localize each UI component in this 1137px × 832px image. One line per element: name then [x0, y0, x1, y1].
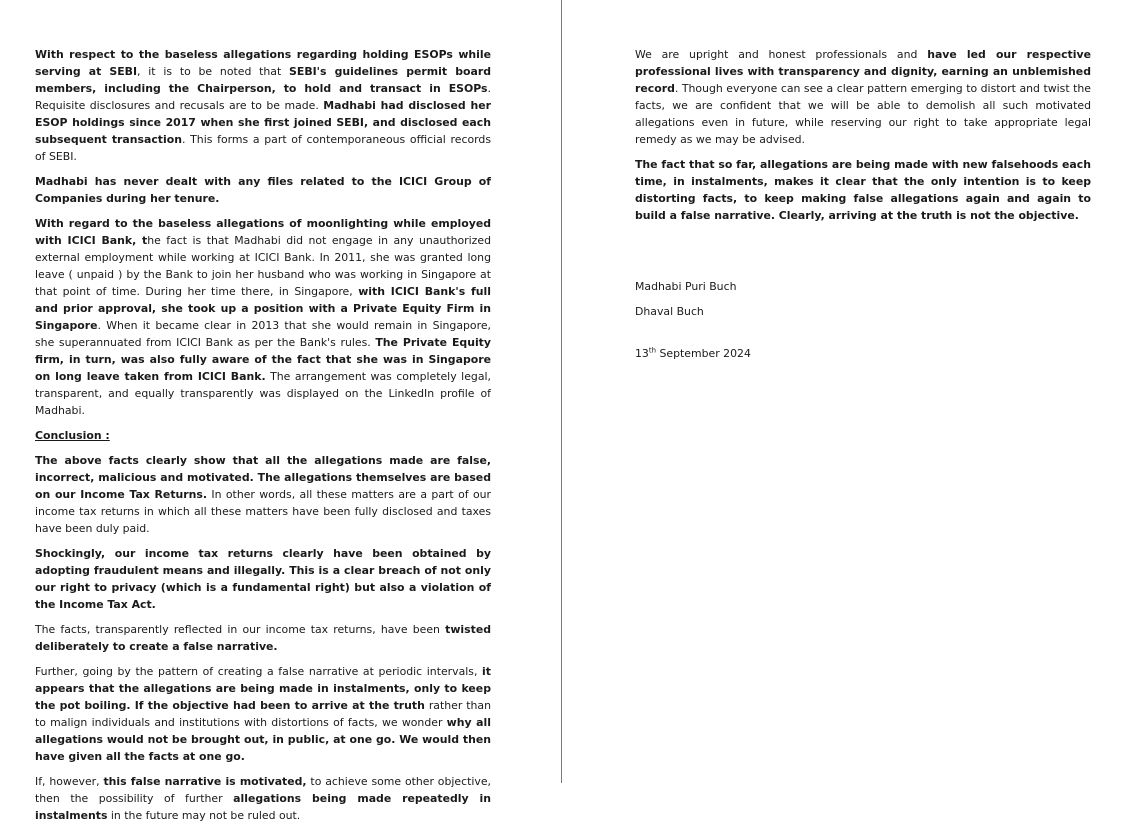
signatory-name: Madhabi Puri Buch — [635, 280, 737, 293]
paragraph-upright-professionals: We are upright and honest professionals and have led our respective professional lives with transparency and dignity, earning an unblemished record. Though everyone can see a clear pattern emerging to distort and twist the facts, we are confident that we will be able to demolish all such motivated allegations even in future, while reserving our right to take appropriate legal remedy as we may be advised. — [635, 48, 1091, 146]
signature-block — [635, 278, 1091, 362]
paragraph-new-falsehoods: The fact that so far, allegations are being made with new falsehoods each time, in instalments, makes it clear that the only intention is to keep distorting facts, to keep making false allegations again and again to build a false narrative. Clearly, arriving at the truth is not the objective. — [635, 158, 1091, 222]
right-page — [563, 0, 1137, 783]
document-date: 13th September 2024 — [635, 346, 751, 360]
paragraph-icici-files: Madhabi has never dealt with any files related to the ICICI Group of Companies during her tenure. — [35, 175, 491, 205]
paragraph-moonlighting-allegations: With regard to the baseless allegations of moonlighting while employed with ICICI Bank, the fact is that Madhabi did not engage in any unauthorized external employment while working at ICICI Bank. In 2011, she was granted long leave ( unpaid ) by the Bank to join her husband who was working in Singapore at that point of time. During her time there, in Singapore, with ICICI Bank's full and prior approval, she took up a position with a Private Equity Firm in Singapore. When it became clear in 2013 that she would remain in Singapore, she superannuated from ICICI Bank as per the Bank's rules. The Private Equity firm, in turn, was also fully aware of the fact that she was in Singapore on long leave taken from ICICI Bank. The arrangement was completely legal, transparent, and equally transparently was displayed on the LinkedIn profile of Madhabi. — [35, 217, 491, 417]
signatory-name: Dhaval Buch — [635, 305, 704, 318]
left-page — [0, 0, 562, 822]
paragraph-tax-returns-obtained: Shockingly, our income tax returns clearly have been obtained by adopting fraudulent means and illegally. This is a clear breach of not only our right to privacy (which is a fundamental right) but also a violation of the Income Tax Act. — [35, 547, 491, 611]
left-text-column — [35, 46, 491, 832]
right-text-column — [635, 46, 1091, 370]
paragraph-esop-allegations: With respect to the baseless allegations regarding holding ESOPs while serving at SEBI, it is to be noted that SEBI's guidelines permit board members, including the Chairperson, to hold and transact in ESOPs. Requisite disclosures and recusals are to be made. Madhabi had disclosed her ESOP holdings since 2017 when she first joined SEBI, and disclosed each subsequent transaction. This forms a part of contemporaneous official records of SEBI. — [35, 48, 491, 163]
paragraph-facts-twisted: The facts, transparently reflected in our income tax returns, have been twisted deliberately to create a false narrative. — [35, 623, 491, 653]
paragraph-motivated-narrative: If, however, this false narrative is motivated, to achieve some other objective, then the possibility of further allegations being made repeatedly in instalments in the future may not be ruled out. — [35, 775, 491, 822]
conclusion-heading: Conclusion : — [35, 429, 110, 442]
paragraph-facts-false: The above facts clearly show that all the allegations made are false, incorrect, malicious and motivated. The allegations themselves are based on our Income Tax Returns. In other words, all these matters are a part of our income tax returns in which all these matters have been fully disclosed and taxes have been duly paid. — [35, 454, 491, 535]
paragraph-instalments: Further, going by the pattern of creating a false narrative at periodic intervals, it appears that the allegations are being made in instalments, only to keep the pot boiling. If the objective had been to arrive at the truth rather than to malign individuals and institutions with distortions of facts, we wonder why all allegations would not be brought out, in public, at one go. We would then have given all the facts at one go. — [35, 665, 491, 763]
